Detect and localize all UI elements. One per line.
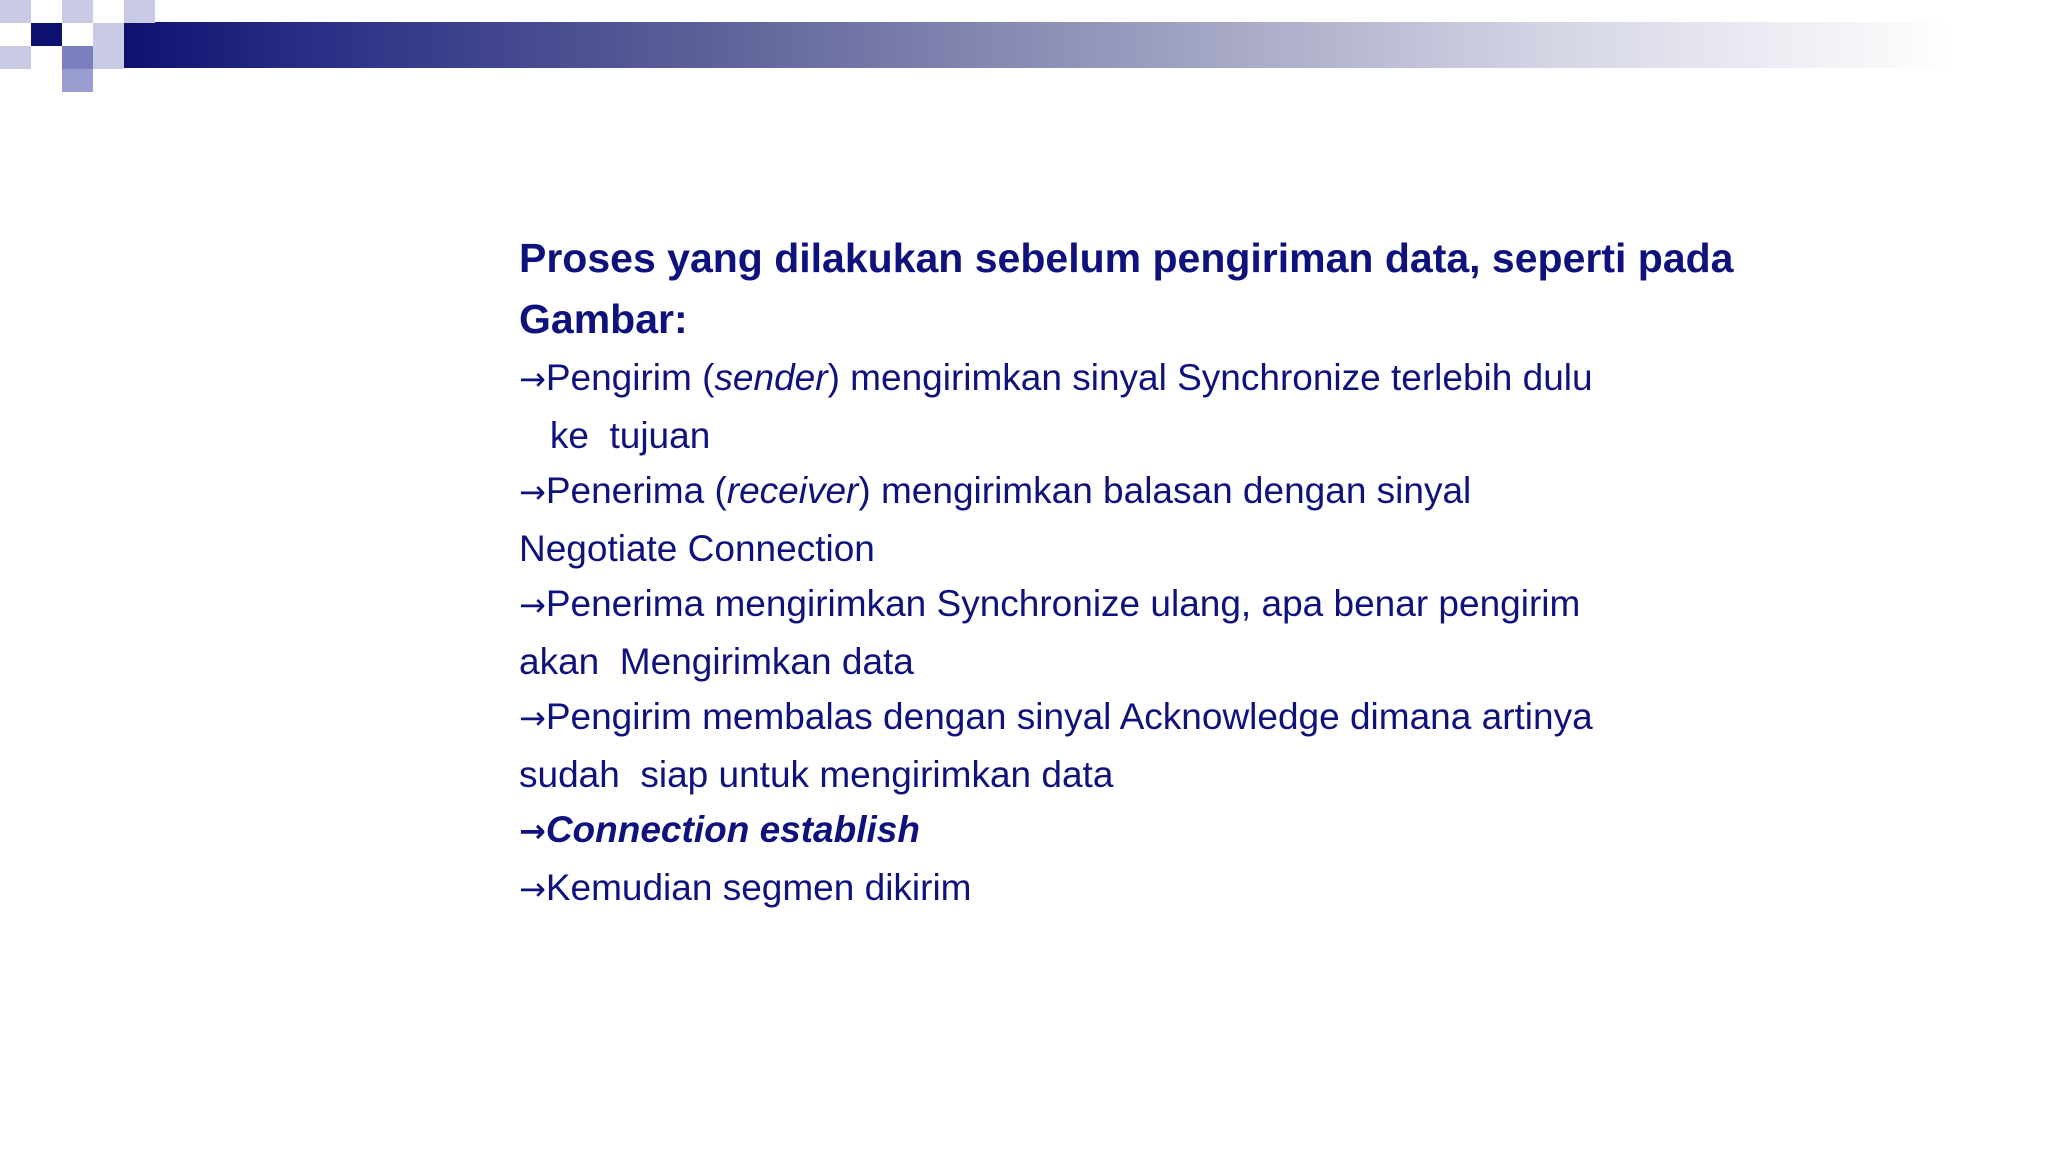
deco-square	[31, 0, 62, 23]
bullet-continuation: sudah siap untuk mengirimkan data	[519, 753, 1114, 795]
arrow-right-icon: →	[519, 869, 546, 908]
deco-square	[0, 23, 31, 46]
deco-square	[62, 0, 93, 23]
deco-square	[62, 69, 93, 92]
arrow-right-icon: →	[519, 473, 546, 511]
header-gradient-band	[124, 22, 2048, 68]
deco-square	[93, 46, 124, 69]
deco-square	[93, 0, 124, 23]
bullet-continuation: akan Mengirimkan data	[519, 640, 914, 682]
bullet-continuation: Negotiate Connection	[519, 527, 875, 569]
bullet-line: →Penerima (receiver) mengirimkan balasan dengan sinyal	[519, 470, 1472, 511]
bullet-line: →Pengirim membalas dengan sinyal Acknowledge dimana artinya	[519, 696, 1593, 737]
bullet-line-emphasis: →Connection establish	[519, 809, 920, 850]
arrow-right-icon: →	[519, 812, 546, 850]
deco-square	[124, 0, 155, 23]
arrow-right-icon: →	[519, 360, 546, 398]
deco-square	[62, 46, 93, 69]
deco-square	[62, 23, 93, 46]
deco-square	[31, 23, 62, 46]
slide-heading: Proses yang dilakukan sebelum pengiriman data, seperti pada Gambar:	[519, 235, 1734, 342]
deco-square	[0, 46, 31, 69]
arrow-right-icon: →	[519, 699, 546, 737]
bullet-line: →Kemudian segmen dikirim	[519, 866, 972, 908]
arrow-right-icon: →	[519, 586, 546, 624]
deco-square	[0, 0, 31, 23]
bullet-line: →Penerima mengirimkan Synchronize ulang, apa benar pengirim	[519, 583, 1581, 624]
bullet-continuation: ke tujuan	[519, 414, 711, 456]
slide-body	[519, 228, 1819, 917]
deco-square	[93, 23, 124, 46]
deco-square	[31, 46, 62, 69]
bullet-line: →Pengirim (sender) mengirimkan sinyal Synchronize terlebih dulu	[519, 357, 1593, 398]
